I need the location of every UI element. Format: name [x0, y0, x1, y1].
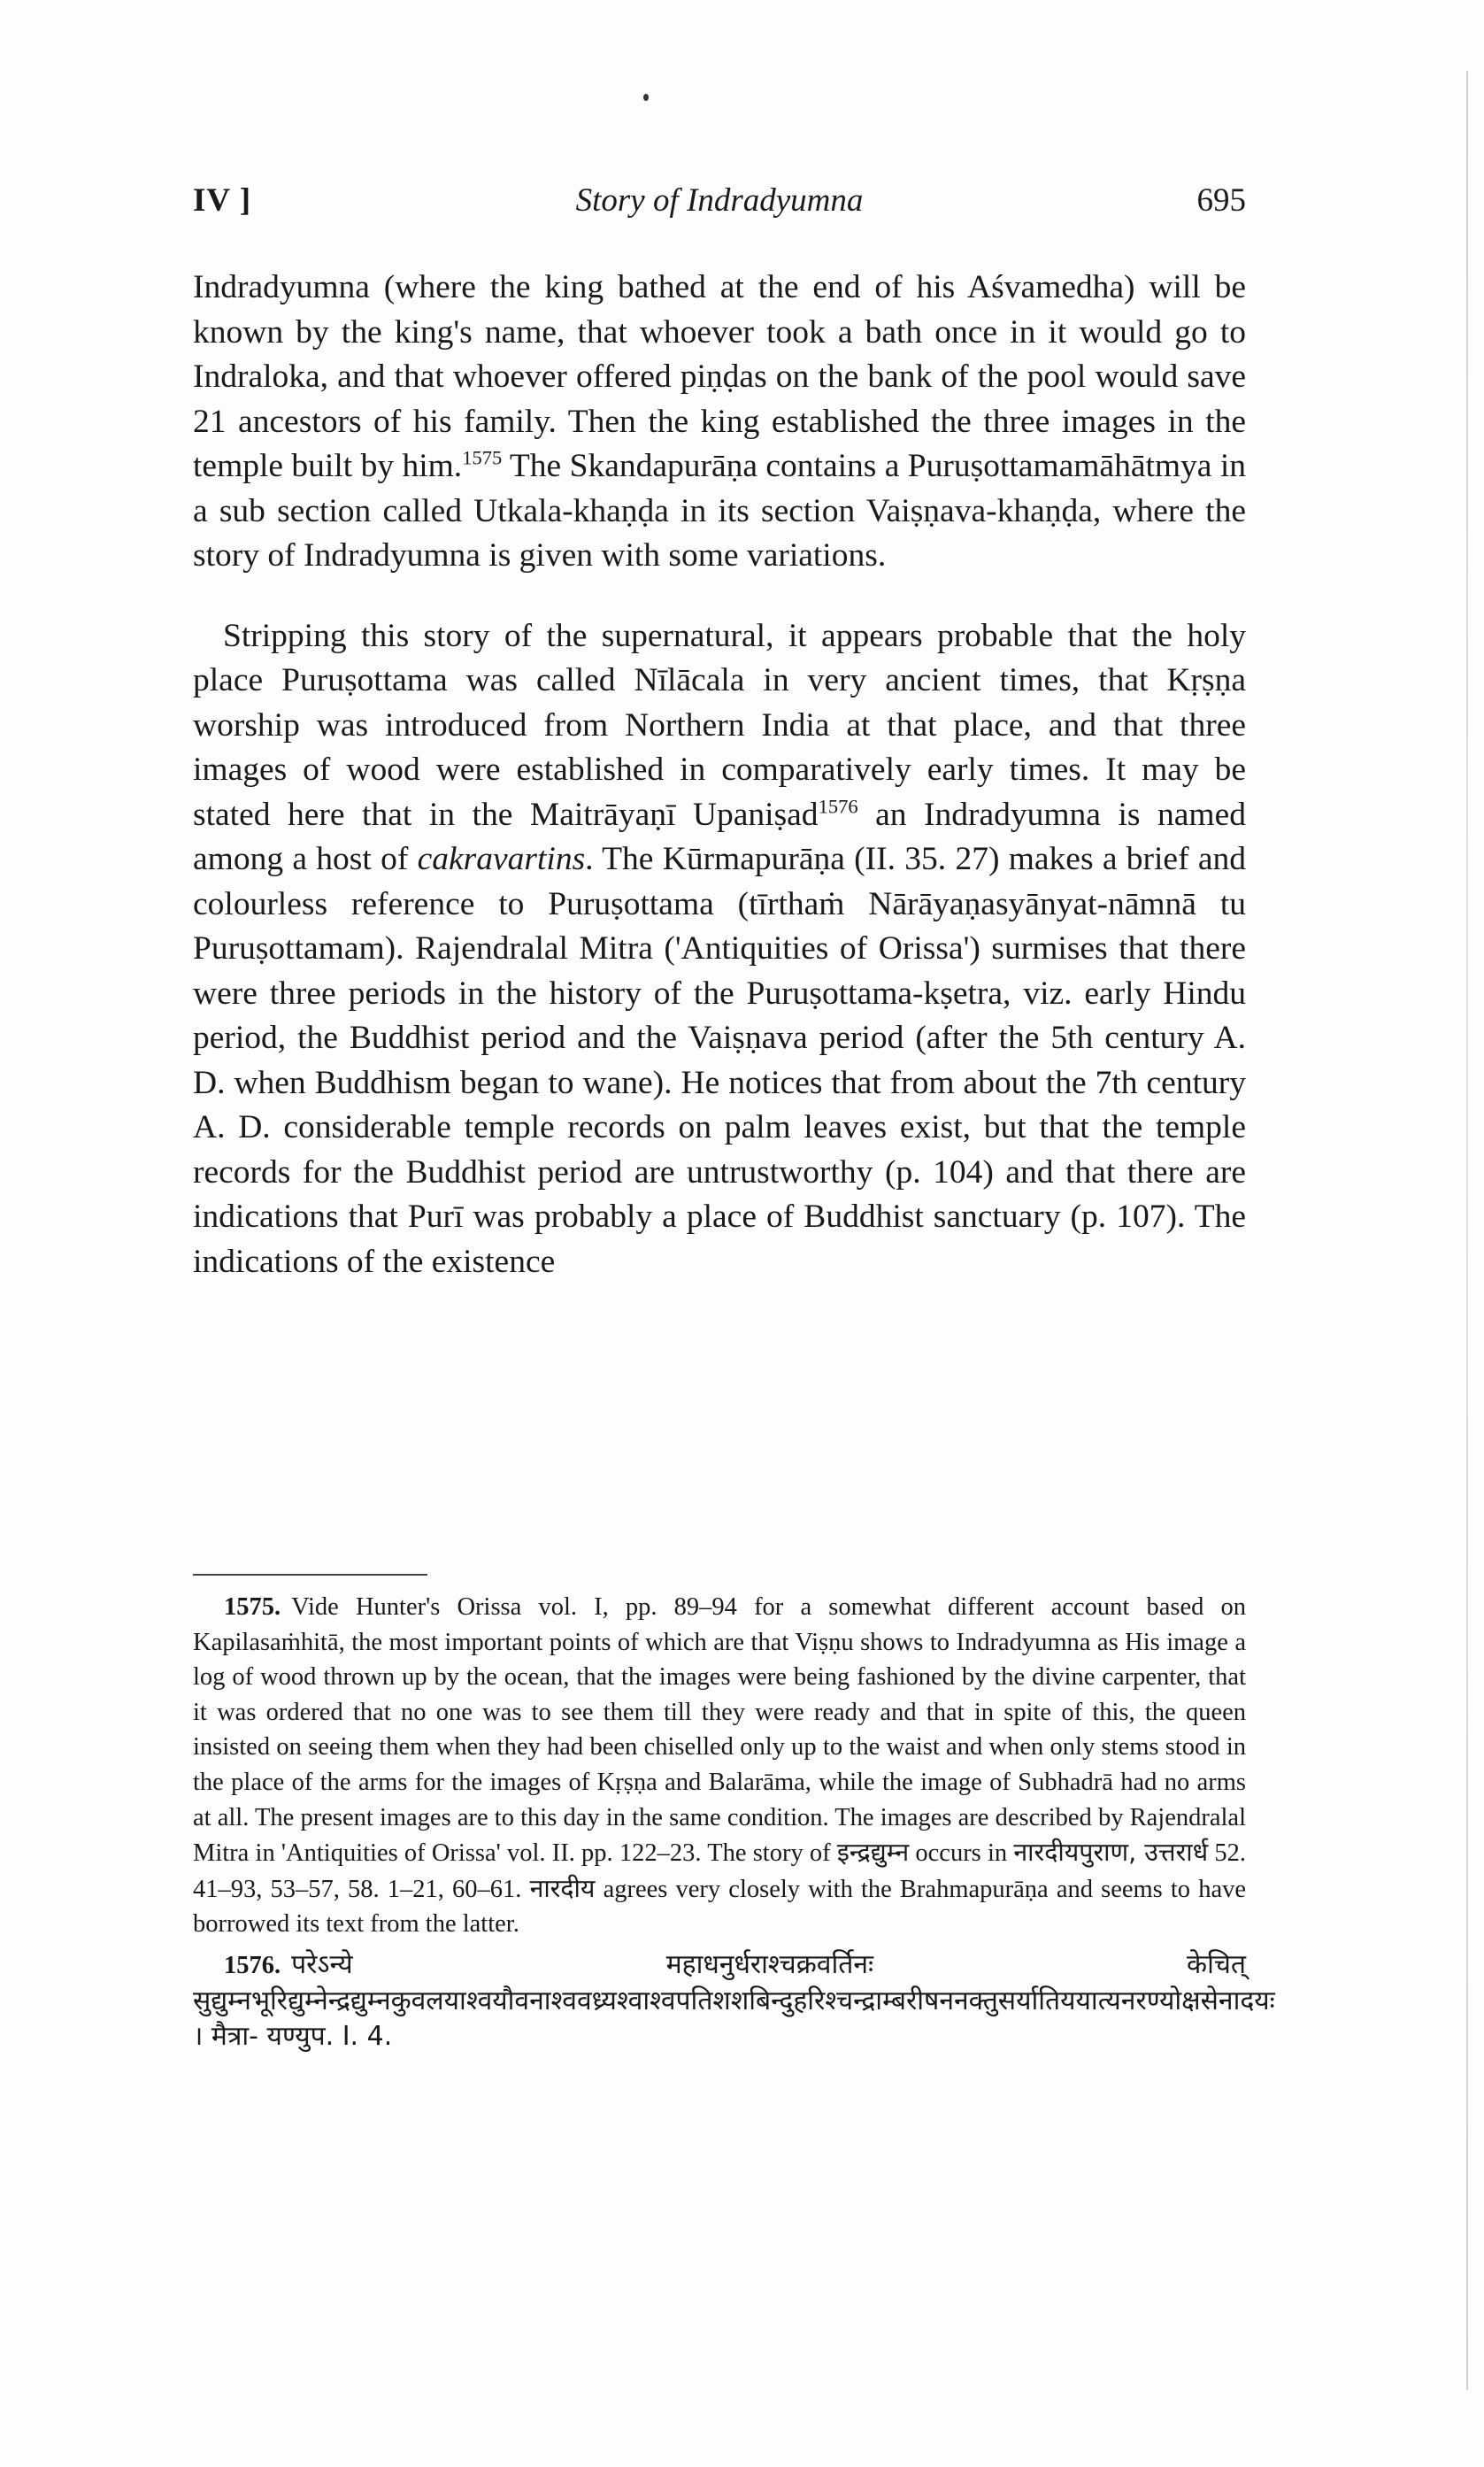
running-title: Story of Indradyumna [575, 182, 864, 219]
paragraph-2-text-a: Stripping this story of the supernatural, it appears probable that the holy place Puruṣottama was called Nīlācala in very ancient times, that Kṛṣṇa worship was introduced from Northern India at that place, and that three images of wood were established in comparatively early times. It may be stated here that in the Maitrāyaṇī Upaniṣad [193, 617, 1246, 833]
footnote-1576-devanagari: परेऽन्ये महाधनुर्धराश्चक्रवर्तिनः केचित् सुद्युम्नभूरिद्युम्नेन्द्रद्युम्नकुवलयाश्वयौवनाश्ववध्र्यश्वाश्वपतिशशबिन्दुहरिश्चन्द्राम्बरीषननक्तुसर्यातिययात्यनरण्योक्षसेनादयः । [193, 1948, 1275, 2053]
footnote-ref-1575: 1575 [462, 446, 503, 469]
paragraph-1-text-b: The Skandapurāṇa contains a Puruṣottamamāhātmya in a sub section called Utkala-khaṇḍa in its section Vaiṣṇava-khaṇḍa, where the story of Indradyumna is given with some variations. [193, 448, 1247, 574]
footnote-1575-devanagari-c: नारदीय [529, 1873, 596, 1903]
footnote-1576 [193, 1947, 1275, 2055]
footnote-rule [193, 1574, 427, 1576]
footnote-ref-1576: 1576 [818, 795, 858, 817]
footnote-1575-devanagari-a: इन्द्रद्युम्न [836, 1838, 910, 1868]
main-text [193, 266, 1246, 1284]
paragraph-1 [193, 266, 1246, 579]
footnote-1576-citation: मैत्रा- यण्युप. I. 4. [203, 2021, 393, 2053]
footnote-number: 1576. [224, 1951, 281, 1979]
scan-edge-line [1466, 71, 1468, 2390]
footnote-1575-text-a: Vide Hunter's Orissa vol. I, pp. 89–94 for a somewhat different account based on Kapilasaṁhitā, the most important points of which are that Viṣṇu shows to Indradyumna as His image a log of wood thrown up by the ocean, that the images were being fashioned by the divine carpenter, that it was ordered that no one was to see them till they were ready and that in spite of this, the queen insisted on seeing them when they had been chiselled only up to the waist and when only stems stood in the place of the arms for the images of Kṛṣṇa and Balarāma, while the image of Subhadrā had no arms at all. The present images are to this day in the same condition. The images are described by Rajendralal Mitra in 'Antiquities of Orissa' vol. II. pp. 122–23. The story of [193, 1593, 1246, 1868]
running-header [193, 181, 1246, 235]
chapter-marker: IV ] [193, 182, 252, 219]
paragraph-2-italic: cakravartins [417, 841, 586, 877]
page-number: 695 [1196, 182, 1246, 219]
paragraph-2 [193, 614, 1246, 1285]
scan-speck [643, 94, 649, 101]
paragraph-2-text-b: an Indradyumna is named among a host of [193, 796, 1246, 877]
footnote-number: 1575. [224, 1593, 281, 1621]
footnotes [193, 1590, 1275, 2055]
footnote-1575 [193, 1590, 1246, 1942]
footnote-1575-text-c: 52. 41–93, 53–57, 58. 1–21, 60–61. [193, 1839, 1247, 1903]
paragraph-2-text-c: . The Kūrmapurāṇa (II. 35. 27) makes a brief and colourless reference to Puruṣottama (tīrthaṁ Nārāyaṇasyānyat-nāmnā tu Puruṣottamam). Rajendralal Mitra ('Antiquities of Orissa') surmises that there were three periods in the history of the Puruṣottama-kṣetra, viz. early Hindu period, the Buddhist period and the Vaiṣṇava period (after the 5th century A. D. when Buddhism began to wane). He notices that from about the 7th century A. D. considerable temple records on palm leaves exist, but that the temple records for the Buddhist period are untrustworthy (p. 104) and that there are indications that Purī was probably a place of Buddhist sanctuary (p. 107). The indications of the existence [193, 841, 1246, 1280]
footnote-1575-devanagari-b: नारदीयपुराण, उत्तरार्ध [1013, 1838, 1209, 1868]
paragraph-1-text-a: Indradyumna (where the king bathed at the end of his Aśvamedha) will be known by the king's name, that whoever took a bath once in it would go to Indraloka, and that whoever offered piṇḍas on the bank of the pool would save 21 ancestors of his family. Then the king established the three images in the temple built by him. [193, 269, 1246, 484]
footnote-1575-text-d: agrees very closely with the Brahmapurāṇa and seems to have borrowed its text from the latter. [193, 1875, 1246, 1939]
footnote-1575-text-b: occurs in [909, 1839, 1014, 1868]
